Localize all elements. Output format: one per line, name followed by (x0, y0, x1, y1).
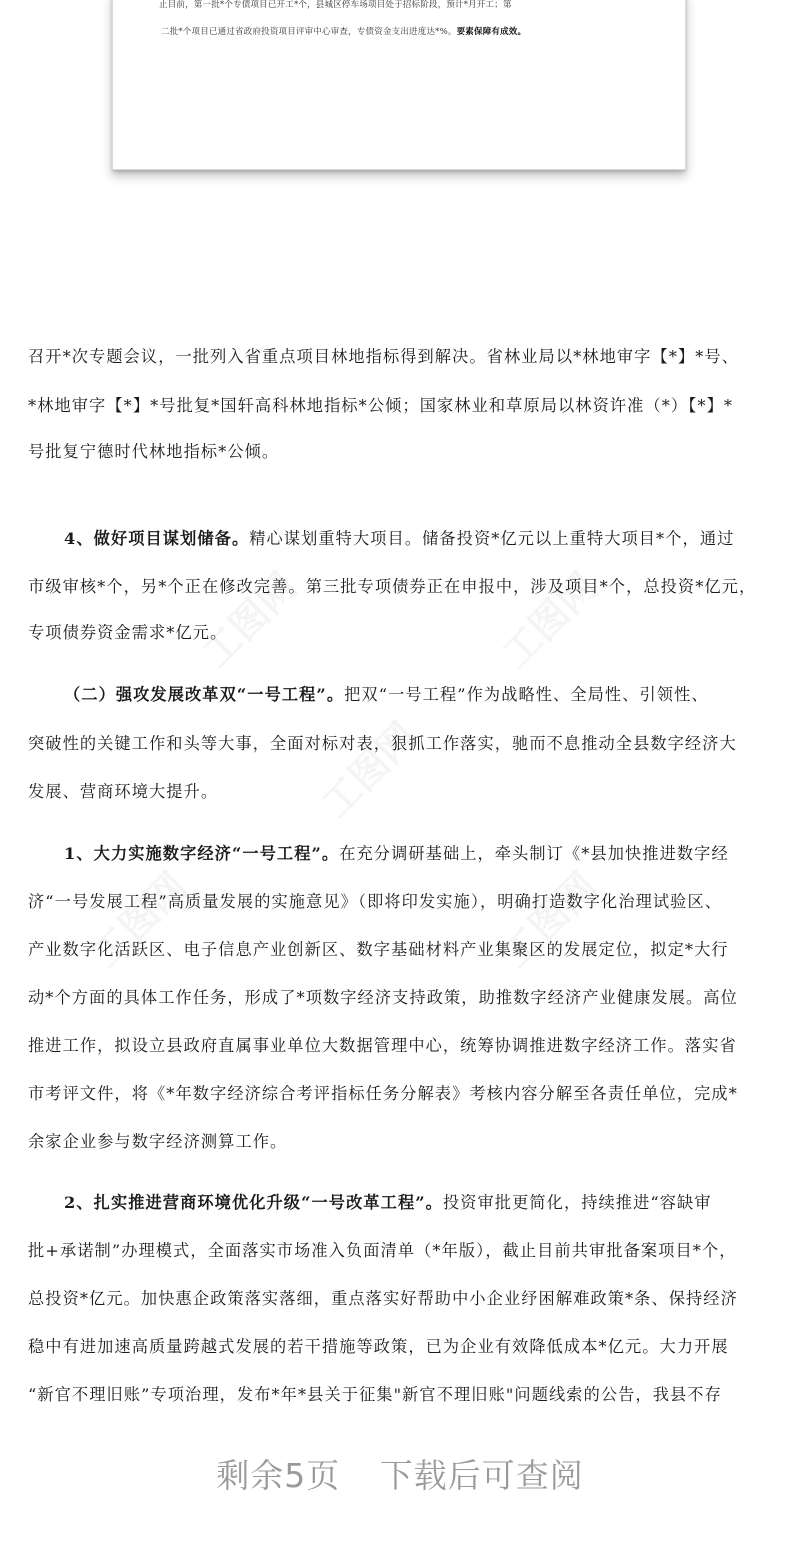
text-line (28, 939, 729, 961)
paragraph-text: 号批复宁德时代林地指标*公倾。 (28, 442, 280, 461)
paragraph-text: 发展、营商环境大提升。 (28, 782, 219, 801)
paragraph-text: 总投资*亿元。加快惠企政策落实落细，重点落实好帮助中小企业纾困解难政策*条、保持经济 (28, 1289, 738, 1308)
text-line (28, 891, 722, 913)
text-line (28, 1192, 712, 1214)
text-line (28, 622, 227, 644)
text-line (28, 528, 734, 550)
preview-line-1: 止目前，第一批*个专债项目已开工*个，县城区停车场项目处于招标阶段，预计*月开工；第 (159, 0, 512, 10)
paragraph-text: 推进工作，拟设立县政府直属事业单位大数据管理中心，统筹协调推进数字经济工作。落实省 (28, 1036, 737, 1055)
watermark: 工图网 (83, 864, 196, 976)
paragraph-text: 精心谋划重特大项目。储备投资*亿元以上重特大项目*个，通过 (249, 529, 735, 548)
preview-line-2-text: 二批*个项目已通过省政府投资项目评审中心审查，专债资金支出进度达*%。 (161, 27, 457, 37)
text-line (28, 441, 279, 463)
text-line (28, 1288, 738, 1310)
paragraph-text: “新官不理旧账”专项治理，发布*年*县关于征集"新官不理旧账"问题线索的公告，我县不存 (28, 1385, 722, 1404)
watermark: 工图网 (313, 714, 426, 826)
text-line (28, 987, 738, 1009)
paragraph-text: 召开*次专题会议，一批列入省重点项目林地指标得到解决。省林业局以*林地审字【*】*号、 (28, 347, 739, 366)
text-line (28, 395, 733, 417)
text-line (28, 733, 737, 755)
paragraph-text: 突破性的关键工作和头等大事，全面对标对表，狠抓工作落实，驰而不息推动全县数字经济大 (28, 734, 737, 753)
watermark: 工图网 (193, 564, 306, 676)
text-line (28, 346, 739, 368)
paragraph-text: 稳中有进加速高质量跨越式发展的若干措施等政策，已为企业有效降低成本*亿元。大力开展 (28, 1337, 729, 1356)
watermark: 工图网 (493, 564, 606, 676)
text-line (28, 1240, 737, 1262)
watermark: 工图网 (493, 864, 606, 976)
paragraph-text: 产业数字化活跃区、电子信息产业创新区、数字基础材料产业集聚区的发展定位，拟定*大行 (28, 940, 729, 959)
download-to-view-label: 下载后可查阅 (379, 1456, 584, 1495)
heading-text: 4、做好项目谋划储备。 (64, 529, 250, 548)
heading-text: （二）强攻发展改革双“一号工程”。 (64, 685, 345, 704)
text-line (28, 1035, 737, 1057)
text-line (28, 843, 729, 865)
text-line (28, 1083, 738, 1105)
text-line (28, 684, 709, 706)
paragraph-text: 专项债券资金需求*亿元。 (28, 623, 228, 642)
text-line (28, 1336, 729, 1358)
text-line (28, 1131, 287, 1153)
footer-prompt (0, 1450, 800, 1497)
paragraph-text: 动*个方面的具体工作任务，形成了*项数字经济支持政策，助推数字经济产业健康发展。高位 (28, 988, 738, 1007)
preview-line-2 (161, 26, 526, 38)
text-line (28, 576, 756, 598)
text-line (28, 1384, 722, 1406)
paragraph-text: 批+承诺制”办理模式，全面落实市场准入负面清单（*年版），截止目前共审批备案项目*个， (28, 1241, 737, 1260)
paragraph-text: 市级审核*个，另*个正在修改完善。第三批专项债券正在申报中，涉及项目*个，总投资*亿元， (28, 577, 757, 596)
paragraph-text: 市考评文件，将《*年数字经济综合考评指标任务分解表》考核内容分解至各责任单位，完成* (28, 1084, 738, 1103)
paragraph-text: 在充分调研基础上，牵头制订《*县加快推进数字经 (339, 844, 729, 863)
preview-line-2-bold: 要素保障有成效。 (456, 27, 527, 37)
paragraph-text: 投资审批更简化，持续推进“容缺审 (442, 1193, 712, 1212)
paragraph-text: 把双“一号工程”作为战略性、全局性、引领性、 (344, 685, 709, 704)
text-line (28, 781, 218, 803)
paragraph-text: *林地审字【*】*号批复*国轩高科林地指标*公倾；国家林业和草原局以林资许准（*）【*】* (28, 396, 734, 415)
paragraph-text: 济“一号发展工程”高质量发展的实施意见》（即将印发实施），明确打造数字化治理试验区、 (28, 892, 723, 911)
remaining-pages-label: 剩余5页 (216, 1456, 341, 1495)
paragraph-text: 余家企业参与数字经济测算工作。 (28, 1132, 288, 1151)
heading-text: 1、大力实施数字经济“一号工程”。 (64, 844, 340, 863)
page-preview-card (112, 0, 686, 170)
heading-text: 2、扎实推进营商环境优化升级“一号改革工程”。 (64, 1193, 443, 1212)
